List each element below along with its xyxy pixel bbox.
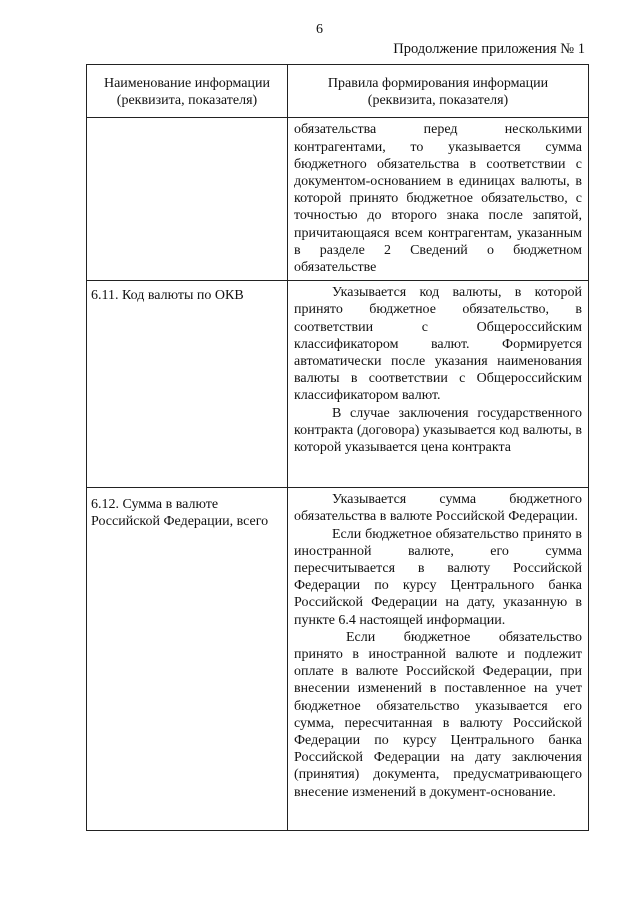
rule-paragraph: Если бюджетное обязательство принято в иностранной валюте и подлежит оплате в валюте Российской Федерации, при внесении изменений в поставленное на учет бюджетное обязательство указывается его сумма, пересчитанная в валюту Российской Федерации по курсу Центрального банка Российской Федерации на дату заключения (принятия) документа, предусматривающего внесение изменений в документ-основание. [294, 629, 582, 800]
rule-paragraph: Указывается сумма бюджетного обязательства в валюте Российской Федерации. [294, 492, 582, 525]
table-row [87, 488, 589, 831]
rule-paragraph: Указывается код валюты, в которой принято бюджетное обязательство, в соответствии с Общероссийским классификатором валют. Формируется автоматически после указания наименования валюты в соответствии с Общероссийским классификатором валют. [294, 285, 582, 404]
rule-paragraph: Если бюджетное обязательство принято в иностранной валюте, его сумма пересчитывается в валюту Российской Федерации по курсу Центрального банка Российской Федерации на дату, указанную в пункте 6.4 настоящей информации. [294, 526, 582, 628]
row-name-cell: 6.12. Сумма в валюте Российской Федерации, всего [87, 488, 288, 831]
header-information-name: Наименование информации (реквизита, показателя) [87, 65, 288, 118]
row-rule-cell [288, 118, 589, 281]
information-rules-table [86, 64, 589, 831]
header-formation-rules: Правила формирования информации (реквизита, показателя) [288, 65, 589, 118]
row-name-cell [87, 118, 288, 281]
row-rule-cell [288, 281, 589, 488]
rule-paragraph: В случае заключения государственного контракта (договора) указывается код валюты, в которой указывается цена контракта [294, 405, 582, 456]
appendix-continuation-note: Продолжение приложения № 1 [393, 41, 585, 57]
page-number: 6 [316, 22, 323, 37]
rule-paragraph: обязательства перед несколькими контрагентами, то указывается сумма бюджетного обязательства в соответствии с документом-основанием в единицах валюты, в которой принято бюджетное обязательство, с точностью до второго знака после запятой, причитающаяся всем контрагентам, указанным в разделе 2 Сведений о бюджетном обязательстве [294, 122, 582, 276]
table-row [87, 118, 589, 281]
row-name-cell: 6.11. Код валюты по ОКВ [87, 281, 288, 488]
table-header-row [87, 65, 589, 118]
table-row [87, 281, 589, 488]
row-rule-cell [288, 488, 589, 831]
